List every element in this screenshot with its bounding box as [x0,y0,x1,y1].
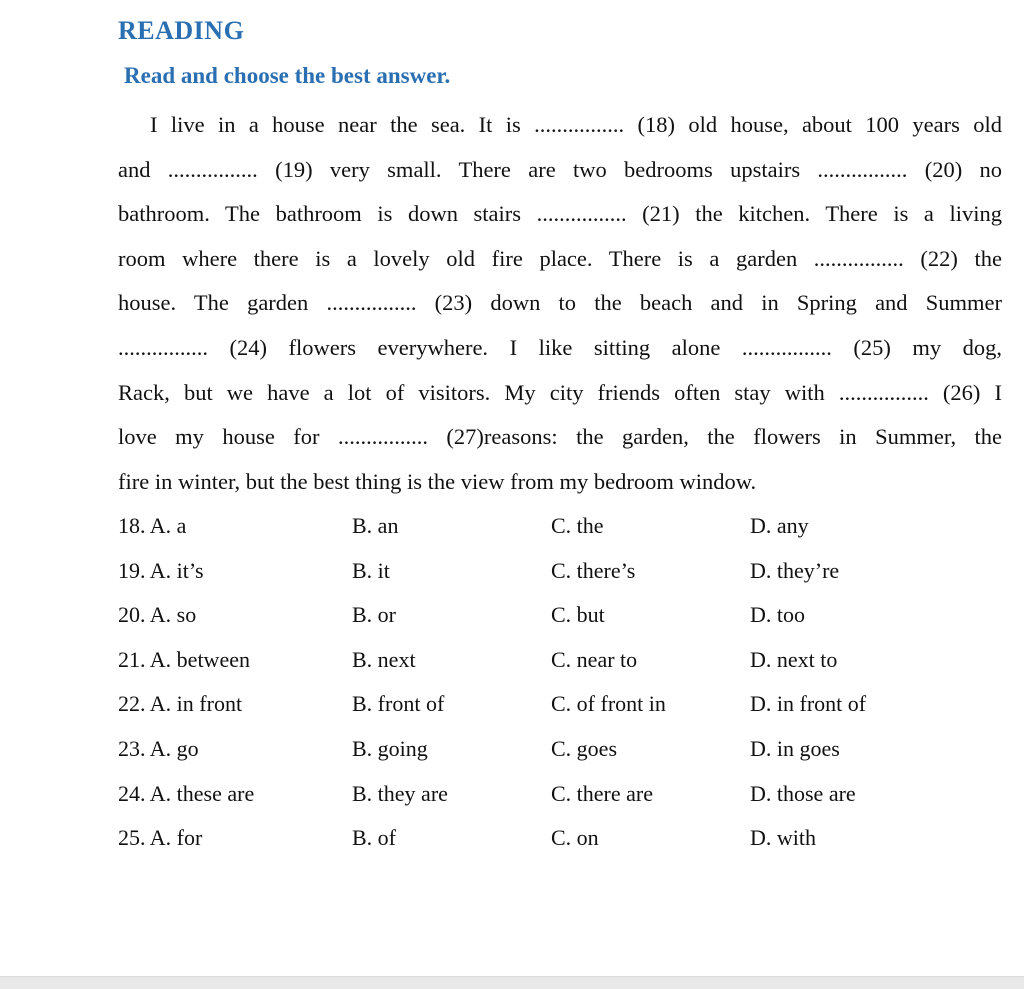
passage-line: ................ (24) flowers everywhere. I like sitting alone ................ (25) my dog, [118,334,1002,360]
option-c: C. the [551,513,604,538]
option-b: B. of [352,825,396,851]
passage-line: and ................ (19) very small. There are two bedrooms upstairs ................ (20) no [118,156,1002,182]
option-b: B. next [352,646,416,672]
option-b: B. it [352,557,390,583]
option-c: C. on [551,825,599,851]
section-heading: READING [118,16,245,45]
passage-line: I live in a house near the sea. It is ................ (18) old house, about 100 years old [150,112,1002,137]
passage-line: house. The garden ................ (23) down to the beach and in Spring and Summer [118,290,1002,316]
question-row-25 [118,818,998,863]
option-b: B. front of [352,691,445,717]
passage-line: Rack, but we have a lot of visitors. My city friends often stay with ................ (26) I [118,379,1002,405]
option-d: D. too [750,602,805,628]
option-b: B. they are [352,780,448,806]
bottom-scroll-edge [0,976,1024,989]
answer-options [118,506,998,863]
passage-line: fire in winter, but the best thing is the view from my bedroom window. [118,468,757,494]
passage-line: bathroom. The bathroom is down stairs ................ (21) the kitchen. There is a living [118,201,1002,227]
option-a: 25. A. for [118,825,203,851]
option-a: 23. A. go [118,735,199,761]
passage-line: love my house for ................ (27)reasons: the garden, the flowers in Summer, the [118,424,1002,450]
option-b: B. or [352,602,396,628]
option-a: 18. A. a [118,513,187,538]
option-b: B. an [352,513,399,538]
reading-passage [118,103,1002,504]
question-row-23 [118,729,998,774]
option-a: 19. A. it’s [118,557,204,583]
option-c: C. but [551,602,605,628]
option-c: C. goes [551,735,617,761]
question-row-19 [118,551,998,596]
question-row-18 [118,506,998,551]
option-a: 24. A. these are [118,780,255,806]
question-row-20 [118,595,998,640]
option-c: C. there’s [551,557,636,583]
option-a: 22. A. in front [118,691,243,717]
option-d: D. they’re [750,557,840,583]
option-c: C. near to [551,646,638,672]
question-row-21 [118,640,998,685]
passage-line: room where there is a lovely old fire place. There is a garden ................ (22) the [118,245,1002,271]
option-d: D. with [750,825,816,851]
question-row-24 [118,774,998,819]
option-a: 20. A. so [118,602,197,628]
option-c: C. there are [551,780,653,806]
option-b: B. going [352,735,428,761]
option-d: D. in front of [750,691,867,717]
option-a: 21. A. between [118,646,250,672]
option-d: D. any [750,513,809,538]
question-row-22 [118,684,998,729]
option-d: D. those are [750,780,856,806]
option-d: D. next to [750,646,838,672]
option-c: C. of front in [551,691,666,717]
instruction-text: Read and choose the best answer. [124,63,451,88]
option-d: D. in goes [750,735,840,761]
